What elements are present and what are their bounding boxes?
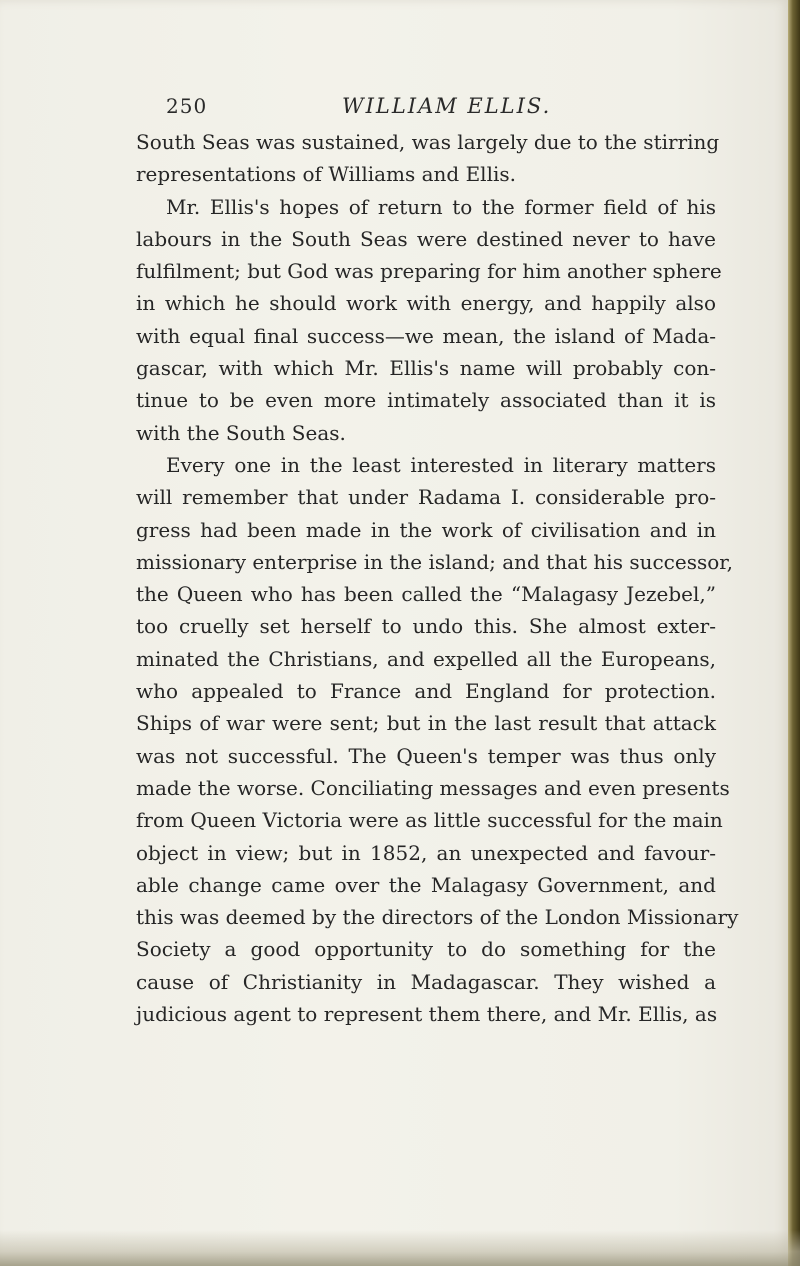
text-line: Society a good opportunity to do something for the	[136, 937, 716, 962]
running-head: WILLIAM ELLIS.	[342, 94, 552, 118]
text-line: who appealed to France and England for protection.	[136, 679, 716, 704]
text-line: with the South Seas.	[136, 420, 346, 445]
text-line: minated the Christians, and expelled all the Europeans,	[136, 646, 716, 671]
text-line: the Queen who has been called the “Malagasy Jezebel,”	[136, 582, 716, 607]
text-line: fulfilment; but God was preparing for him another sphere	[136, 259, 722, 284]
text-line: labours in the South Seas were destined never to have	[136, 226, 716, 251]
text-line: too cruelly set herself to undo this. She almost exter-	[136, 614, 716, 639]
page-number: 250	[166, 94, 208, 118]
text-line: cause of Christianity in Madagascar. They wished a	[136, 969, 716, 994]
text-line: gascar, with which Mr. Ellis's name will probably con-	[136, 356, 716, 381]
book-spine-edge	[788, 0, 800, 1266]
body-text	[136, 126, 739, 1030]
text-line: will remember that under Radama I. considerable pro-	[136, 485, 716, 510]
text-line: missionary enterprise in the island; and that his successor,	[136, 549, 733, 574]
text-line: Every one in the least interested in literary matters	[166, 452, 716, 477]
text-line: object in view; but in 1852, an unexpected and favour-	[136, 840, 716, 865]
text-line: was not successful. The Queen's temper was thus only	[136, 743, 716, 768]
text-line: this was deemed by the directors of the London Missionary	[136, 905, 739, 930]
text-line: Ships of war were sent; but in the last result that attack	[136, 711, 716, 736]
text-line: representations of Williams and Ellis.	[136, 162, 516, 187]
text-line: South Seas was sustained, was largely due to the stirring	[136, 130, 720, 154]
text-line: from Queen Victoria were as little successful for the main	[136, 808, 723, 833]
text-line: made the worse. Conciliating messages and even presents	[136, 775, 730, 800]
page-bottom-shadow	[0, 1230, 800, 1266]
text-line: judicious agent to represent them there, and Mr. Ellis, as	[136, 1002, 718, 1027]
page-header	[166, 94, 646, 124]
text-line: able change came over the Malagasy Government, and	[136, 872, 716, 897]
text-line: in which he should work with energy, and happily also	[136, 291, 716, 316]
text-line: tinue to be even more intimately associated than it is	[136, 388, 716, 413]
text-line: with equal final success—we mean, the island of Mada-	[136, 323, 716, 348]
text-line: gress had been made in the work of civilisation and in	[136, 517, 716, 542]
text-line: Mr. Ellis's hopes of return to the former field of his	[166, 194, 716, 219]
